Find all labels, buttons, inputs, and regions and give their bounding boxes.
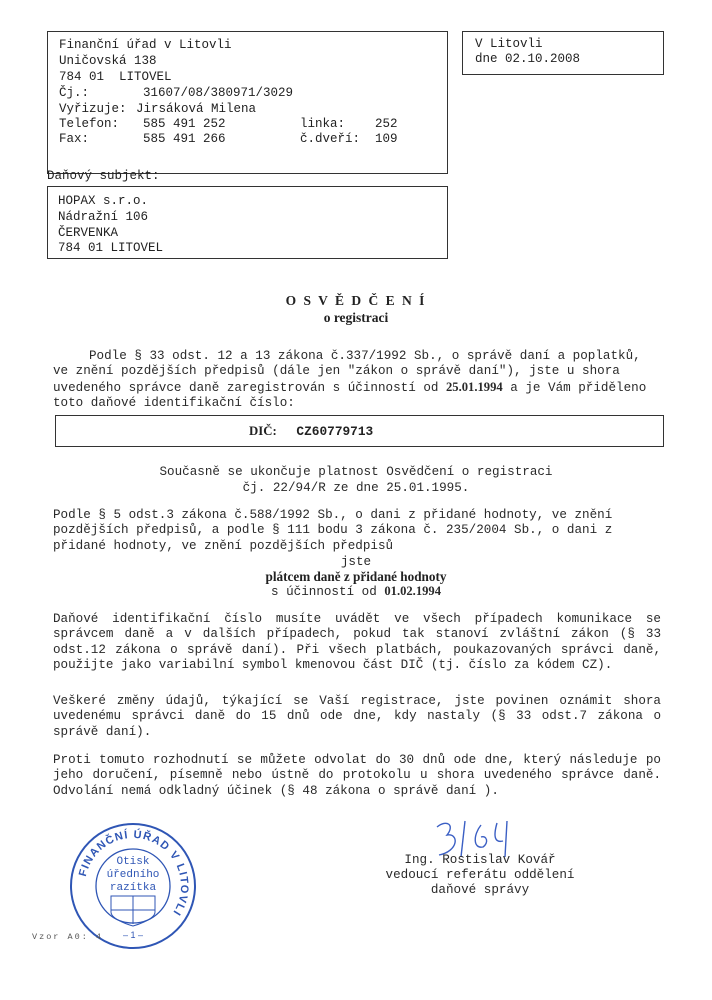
telefon-value: 585 491 252 xyxy=(143,117,226,131)
dic-usage-paragraph: Daňové identifikační číslo musíte uvádět ve všech případech komunikace se správcem daně a v dalších případech, pokud tak stanoví zvláštní zákon (§ 33 odst.12 zákona o správě daní). Při všech platbách, poukazovaných správci daně, použijte jako variabilní symbol kmenovou část DIČ (tj. číslo za kódem CZ). xyxy=(53,612,661,673)
telefon-label: Telefon: xyxy=(59,117,120,131)
dvere-label: č.dveří: xyxy=(300,132,361,146)
stamp-inner-line1: Otisk xyxy=(116,856,150,868)
office-street: Uničovská 138 xyxy=(59,54,157,68)
stamp-inner-line3: razítka xyxy=(109,882,157,894)
document-title: O S V Ě D Č E N Í xyxy=(285,293,427,308)
vat-effective-date: 01.02.1994 xyxy=(384,584,442,598)
cancellation-line2: čj. 22/94/R ze dne 25.01.1995. xyxy=(242,481,470,495)
linka-label: linka: xyxy=(300,117,346,131)
signatory-role1: vedoucí referátu oddělení xyxy=(385,868,575,882)
linka-value: 252 xyxy=(375,117,398,131)
subject-town: ČERVENKA xyxy=(58,226,119,240)
change-notice-paragraph: Veškeré změny údajů, týkající se Vaší registrace, jste povinen oznámit shora uvedenému správci daně do 15 dnů ode dne, kdy nastaly (§ 33 odst.7 zákona o správě daní). xyxy=(53,694,661,739)
fax-label: Fax: xyxy=(59,132,90,146)
vat-status: plátcem daně z přidané hodnoty xyxy=(265,569,447,584)
vat-law-paragraph: Podle § 5 odst.3 zákona č.588/1992 Sb., o dani z přidané hodnoty, ve znění pozdějších předpisů, a podle § 111 bodu 3 zákona č. 235/2004 Sb., o dani z přidané hodnoty, ve znění pozdějších předpisů xyxy=(53,508,613,553)
office-name: Finanční úřad v Litovli xyxy=(59,38,232,52)
dvere-value: 109 xyxy=(375,132,398,146)
vat-effective-label: s účinností od xyxy=(270,585,385,599)
subject-label: Daňový subjekt: xyxy=(47,169,160,183)
cj-value: 31607/08/380971/3029 xyxy=(143,86,294,100)
subject-street: Nádražní 106 xyxy=(58,210,149,224)
vyrizuje-label: Vyřizuje: xyxy=(59,102,127,116)
office-city: 784 01 LITOVEL xyxy=(59,70,172,84)
signatory-role2: daňové správy xyxy=(430,883,530,897)
vyrizuje-value: Jirsáková Milena xyxy=(136,102,257,116)
stamp-number: – 1 – xyxy=(122,930,144,940)
dic-row xyxy=(249,424,373,439)
date-value: dne 02.10.2008 xyxy=(475,52,581,66)
stamp-inner-line2: úředního xyxy=(106,869,160,881)
fax-value: 585 491 266 xyxy=(143,132,226,146)
czech-emblem-icon xyxy=(111,896,155,926)
dic-value: CZ60779713 xyxy=(296,424,374,439)
signatory-name: Ing. Rostislav Kovář xyxy=(404,853,556,867)
vat-effective xyxy=(0,584,712,600)
registration-text: Podle § 33 odst. 12 a 13 zákona č.337/1992 Sb., o správě daní a poplatků, ve znění pozdějších předpisů (dále jen "zákon o správě daní"), jste u shora uvedeného správce daně zaregistrován s účinností od xyxy=(53,349,641,395)
date-place: V Litovli xyxy=(475,37,543,51)
stamp-ring-text: FINANČNÍ ÚŘAD V LITOVLI xyxy=(77,828,191,919)
registration-paragraph xyxy=(53,349,661,412)
vat-jste: jste xyxy=(340,555,372,569)
subject-city: 784 01 LITOVEL xyxy=(58,241,164,255)
cancellation-line1: Současně se ukončuje platnost Osvědčení o registraci xyxy=(159,465,553,479)
subject-name: HOPAX s.r.o. xyxy=(58,194,149,208)
dic-label: DIČ: xyxy=(249,424,277,438)
cj-label: Čj.: xyxy=(59,86,90,100)
appeal-paragraph: Proti tomuto rozhodnutí se můžete odvolat do 30 dnů ode dne, který následuje po jeho doručení, písemně nebo ústně do protokolu u shora uvedeného správce daně. Odvolání nemá odkladný účinek (§ 48 zákona o správě daní ). xyxy=(53,753,661,798)
document-subtitle: o registraci xyxy=(323,310,389,325)
registration-tail: a je Vám přiděleno toto daňové identifikační číslo: xyxy=(53,380,647,411)
registration-date: 25.01.1994 xyxy=(446,379,503,394)
form-reference: Vzor A0: 4 xyxy=(32,932,104,942)
